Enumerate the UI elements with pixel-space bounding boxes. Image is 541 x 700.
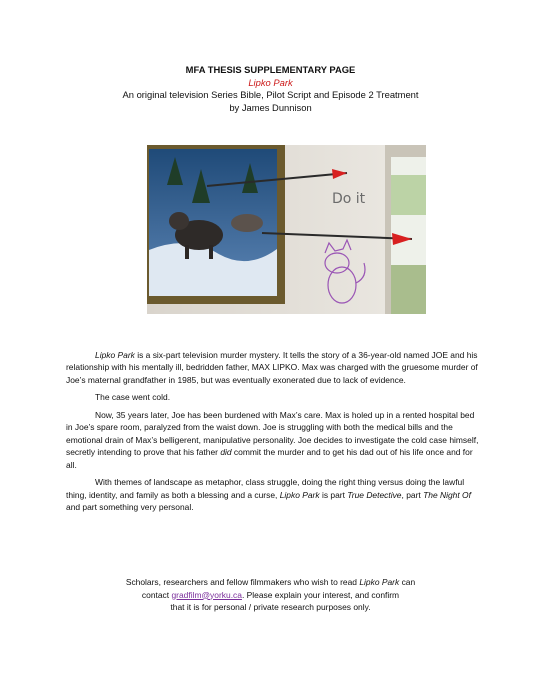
paragraph-1-text: is a six-part television murder mystery. It tells the story of a 36-year-old named JOE and his relationship with his mentally ill, bedridden father, MAX LIPKO. Max was charged with the gruesome murder of Joe’s maternal grandfather in 1985, but was eventually exonerated due to lack of evidence. [66, 350, 478, 385]
paragraph-3-text-a: Now, 35 years later, Joe has been burdened with Max’s care. Max is holed up in a rented hospital bed in Joe’s spare room, paralyzed from the waist down. Joe is struggling with both the medical bills and the emotional drain of Max’s belligerent, manipulative personality. Joe decides to investigate the cold case himself, secretly intending to prove that his father [66, 410, 479, 458]
paragraph-4-text-c: is part [319, 489, 348, 500]
cover-photo [147, 145, 426, 314]
window [385, 145, 426, 314]
wall-graffiti-text: Do it [332, 191, 366, 207]
paragraph-4-text-a: With themes of landscape as metaphor, class struggle, doing the right thing versus doing the lawful thing, identity, and family as both a blessing and a curse, [66, 477, 465, 500]
framed-painting [147, 145, 285, 304]
paragraph-4-text-g: and part something very personal. [66, 502, 194, 513]
contact-text-d: contact [141, 589, 172, 600]
paragraph-3 [66, 409, 480, 471]
paragraph-3-emphasis: did [220, 447, 232, 458]
show-title: Lipko Park [359, 577, 400, 587]
show-title: Lipko Park [279, 489, 320, 500]
document-subtitle: Lipko Park [248, 76, 293, 88]
show-title: Lipko Park [95, 350, 135, 360]
contact-line-2 [0, 589, 541, 602]
paragraph-4 [66, 476, 480, 513]
synopsis [66, 349, 480, 519]
document-header [0, 64, 541, 114]
contact-text-e: . Please explain your interest, and confirm [241, 589, 400, 600]
contact-note [0, 576, 541, 614]
paragraph-1 [66, 349, 480, 386]
contact-line-3: that it is for personal / private research purposes only. [170, 602, 371, 613]
reference-true-detective: True Detective [347, 489, 402, 500]
contact-line-1 [0, 576, 541, 589]
email-link[interactable]: gradfilm@yorku.ca [171, 589, 242, 600]
paragraph-2: The case went cold. [95, 392, 171, 403]
description-line: An original television Series Bible, Pilot Script and Episode 2 Treatment [122, 89, 419, 101]
reference-the-night-of: The Night Of [423, 489, 471, 500]
paragraph-4-text-e: , part [401, 489, 424, 500]
cover-photo-art [147, 145, 426, 314]
document-title: MFA THESIS SUPPLEMENTARY PAGE [185, 64, 356, 75]
paragraph-3-text-c: commit the murder and to get his dad out of his life once and for all. [66, 447, 473, 470]
contact-text-a: Scholars, researchers and fellow filmmakers who wish to read [125, 577, 360, 587]
author-line: by James Dunnison [229, 101, 312, 113]
contact-text-c: can [399, 577, 416, 587]
